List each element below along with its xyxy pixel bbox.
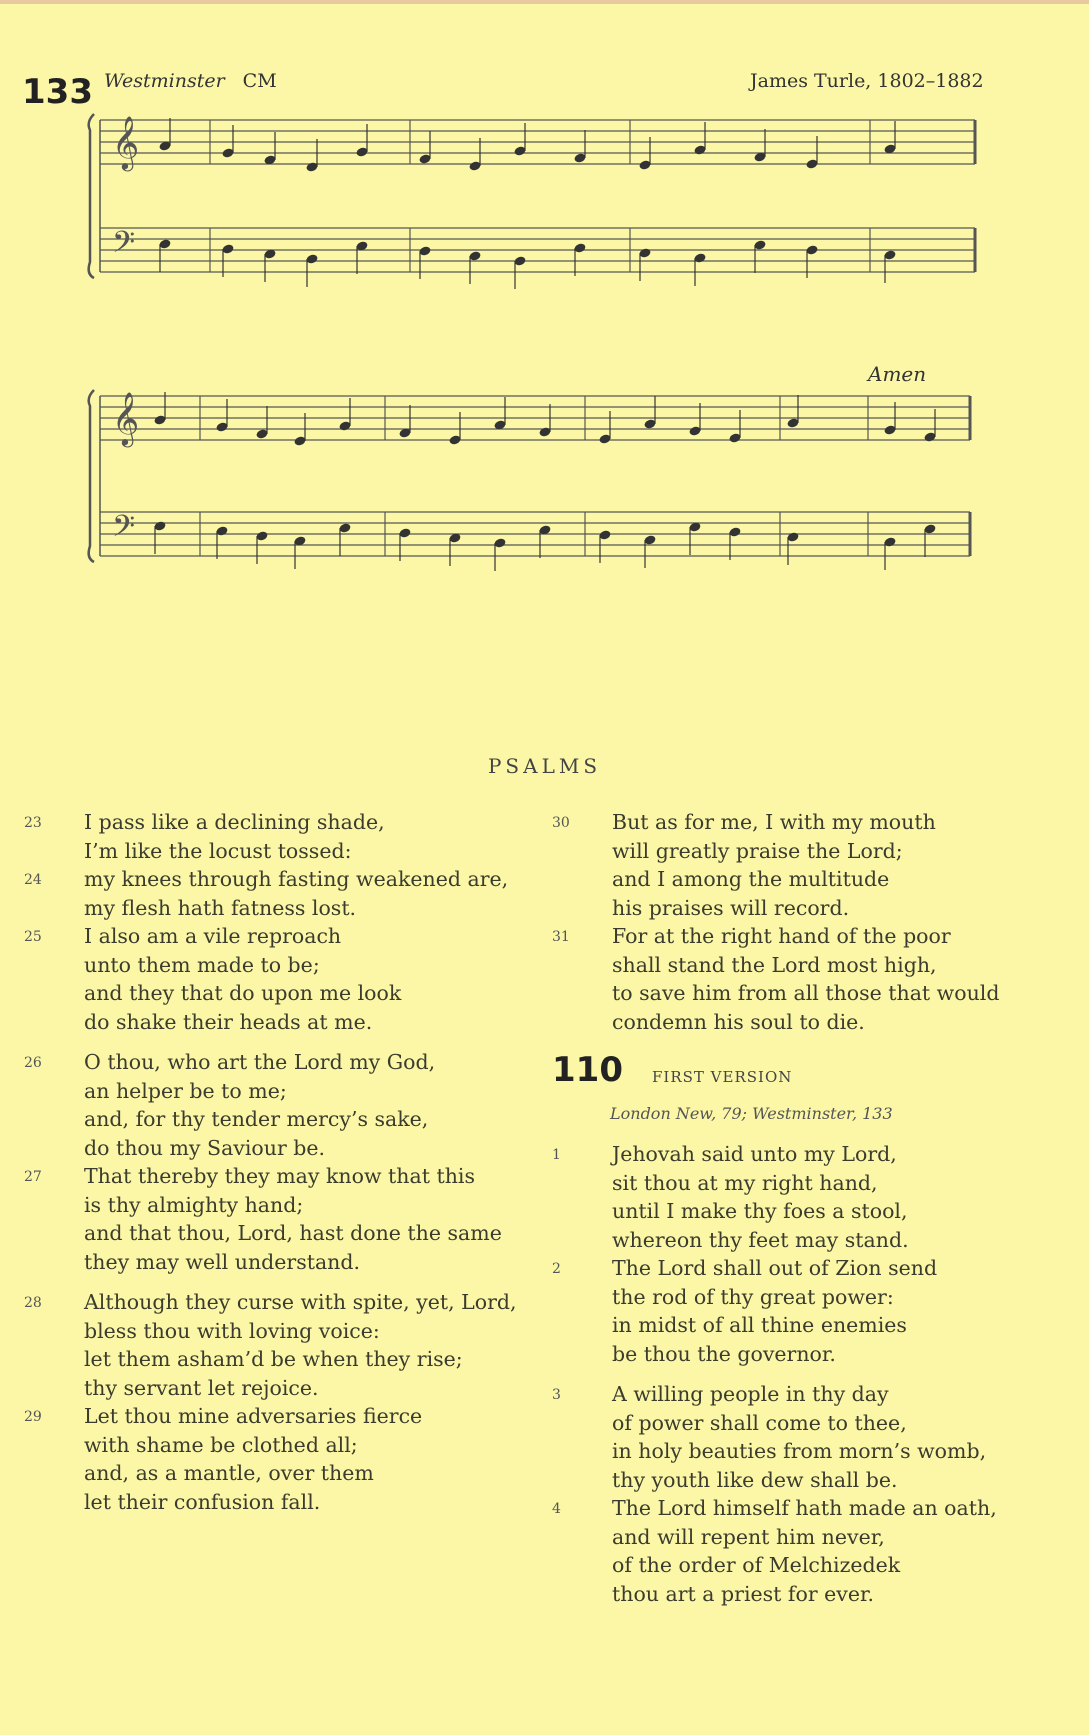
verse-number: 1 bbox=[552, 1147, 561, 1163]
verse-line: in holy beauties from morn’s womb, bbox=[612, 1439, 987, 1463]
verse-line: unto them made to be; bbox=[84, 952, 320, 977]
verse-line: shall stand the Lord most high, bbox=[612, 952, 937, 977]
verse bbox=[24, 1048, 544, 1162]
verse-line: will greatly praise the Lord; bbox=[612, 838, 903, 863]
verse-line: is thy almighty hand; bbox=[84, 1192, 304, 1217]
verse-line: A willing people in thy day bbox=[612, 1382, 889, 1406]
verse-line: be thou the governor. bbox=[612, 1341, 836, 1366]
verse-line: my knees through fasting weakened are, bbox=[84, 867, 509, 891]
verse-line: The Lord shall out of Zion send bbox=[612, 1256, 938, 1280]
verse-line: thy servant let rejoice. bbox=[84, 1375, 319, 1400]
verse-line: to save him from all those that would bbox=[612, 981, 1000, 1005]
verse-line: and they that do upon me look bbox=[84, 981, 402, 1005]
verse-line: whereon thy feet may stand. bbox=[612, 1227, 909, 1252]
verse-number: 24 bbox=[24, 872, 42, 888]
verse bbox=[552, 1494, 1072, 1608]
verse-line: O thou, who art the Lord my God, bbox=[84, 1050, 436, 1074]
psalm-number: 110 bbox=[552, 1050, 623, 1090]
verse-number: 27 bbox=[24, 1169, 42, 1185]
verse-line: I pass like a declining shade, bbox=[84, 810, 385, 834]
bass-clef-icon: 𝄢 bbox=[112, 510, 136, 551]
verse-line: bless thou with loving voice: bbox=[84, 1318, 380, 1343]
verse-number: 4 bbox=[552, 1501, 561, 1517]
verse-line: and, for thy tender mercy’s sake, bbox=[84, 1107, 429, 1131]
verse-line: Let thou mine adversaries fierce bbox=[84, 1404, 423, 1428]
verse-line: with shame be clothed all; bbox=[84, 1432, 358, 1457]
verse-number: 26 bbox=[24, 1055, 42, 1071]
verse-line: let their confusion fall. bbox=[84, 1489, 321, 1514]
system-2-brace bbox=[89, 390, 94, 562]
verse-number: 29 bbox=[24, 1409, 42, 1425]
verse bbox=[24, 865, 544, 922]
verse-number: 28 bbox=[24, 1295, 42, 1311]
verse bbox=[24, 1402, 544, 1516]
verse bbox=[24, 922, 544, 1036]
composer-credit: James Turle, 1802–1882 bbox=[750, 70, 984, 92]
verse bbox=[552, 922, 1072, 1036]
verse-line: The Lord himself hath made an oath, bbox=[612, 1496, 997, 1520]
treble-clef-icon: 𝄞 bbox=[112, 115, 140, 169]
section-title: PSALMS bbox=[487, 754, 602, 778]
verse-line: and will repent him never, bbox=[612, 1524, 885, 1549]
verse-line: But as for me, I with my mouth bbox=[612, 810, 936, 834]
verse-number: 31 bbox=[552, 929, 570, 945]
verse-line: I’m like the locust tossed: bbox=[84, 838, 352, 863]
verse-number: 30 bbox=[552, 815, 570, 831]
right-verse-column-top bbox=[552, 808, 1072, 1036]
verse-line: my flesh hath fatness lost. bbox=[84, 895, 357, 920]
verse-line: That thereby they may know that this bbox=[84, 1164, 475, 1188]
tune-references: London New, 79; Westminster, 133 bbox=[610, 1104, 893, 1123]
psalm-version: FIRST VERSION bbox=[652, 1068, 793, 1086]
music-score bbox=[0, 0, 1089, 620]
verse-line: thy youth like dew shall be. bbox=[612, 1467, 898, 1492]
verse-number: 2 bbox=[552, 1261, 561, 1277]
tune-meter: CM bbox=[242, 70, 277, 92]
bass-clef-icon: 𝄢 bbox=[112, 226, 136, 267]
verse-number: 25 bbox=[24, 929, 42, 945]
verse-line: Jehovah said unto my Lord, bbox=[612, 1142, 897, 1166]
verse bbox=[552, 1140, 1072, 1254]
system-1-brace bbox=[89, 114, 94, 278]
verse-line: thou art a priest for ever. bbox=[612, 1581, 875, 1606]
verse bbox=[24, 1162, 544, 1276]
verse-line: the rod of thy great power: bbox=[612, 1284, 894, 1309]
right-verse-column-bottom bbox=[552, 1140, 1072, 1608]
verse-line: I also am a vile reproach bbox=[84, 924, 342, 948]
verse-line: of power shall come to thee, bbox=[612, 1410, 907, 1435]
verse-line: and I among the multitude bbox=[612, 867, 890, 891]
verse-line: they may well understand. bbox=[84, 1249, 361, 1274]
tune-name: Westminster bbox=[104, 70, 225, 92]
treble-clef-icon: 𝄞 bbox=[112, 391, 140, 445]
verse-line: do thou my Saviour be. bbox=[84, 1135, 326, 1160]
verse bbox=[552, 808, 1072, 922]
verse bbox=[552, 1254, 1072, 1368]
verse-line: sit thou at my right hand, bbox=[612, 1170, 878, 1195]
verse-line: and that thou, Lord, hast done the same bbox=[84, 1221, 502, 1245]
verse-line: For at the right hand of the poor bbox=[612, 924, 951, 948]
verse-line: an helper be to me; bbox=[84, 1078, 287, 1103]
verse-line: in midst of all thine enemies bbox=[612, 1313, 907, 1337]
verse bbox=[552, 1380, 1072, 1494]
verse bbox=[24, 808, 544, 865]
hymn-number: 133 bbox=[22, 72, 93, 112]
verse-line: of the order of Melchizedek bbox=[612, 1553, 901, 1577]
verse-line: condemn his soul to die. bbox=[612, 1009, 865, 1034]
verse-line: his praises will record. bbox=[612, 895, 850, 920]
verse-line: do shake their heads at me. bbox=[84, 1009, 373, 1034]
verse-line: Although they curse with spite, yet, Lord, bbox=[84, 1290, 517, 1314]
verse-line: until I make thy foes a stool, bbox=[612, 1199, 908, 1223]
verse-number: 23 bbox=[24, 815, 42, 831]
verse-number: 3 bbox=[552, 1387, 561, 1403]
verse bbox=[24, 1288, 544, 1402]
left-verse-column bbox=[24, 808, 544, 1516]
amen-label: Amen bbox=[868, 362, 927, 386]
verse-line: let them asham’d be when they rise; bbox=[84, 1347, 463, 1371]
verse-line: and, as a mantle, over them bbox=[84, 1461, 374, 1485]
